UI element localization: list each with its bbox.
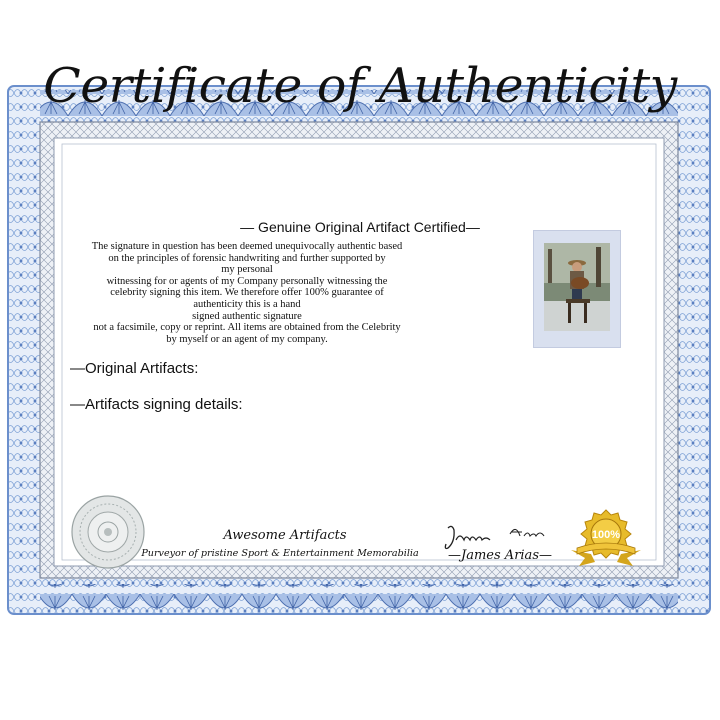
artifact-photo [544,243,610,331]
body-line: The signature in question has been deemed unequivocally authentic based [91,241,403,252]
gold-guarantee-seal-icon [565,508,647,568]
gold-seal-text: 100% [591,529,621,541]
notary-seal-icon [70,494,146,570]
company-tagline: Purveyor of pristine Sport & Entertainment Memorabilia [141,548,419,559]
certificate-body [70,241,424,345]
body-line: witnessing for or agents of my Company personally witnessing the [106,275,388,287]
body-line: authenticity this is a hand [193,298,301,310]
company-name: Awesome Artifacts [223,528,347,543]
original-artifacts-label: —Original Artifacts: [70,360,199,377]
certificate-subtitle: — Genuine Original Artifact Certified— [240,219,480,235]
certificate-title: Certificate of Authenticity [43,58,677,114]
artifact-photo-frame [533,230,621,348]
body-line: my personal [221,264,273,276]
body-line: celebrity signing this item. We therefore offer 100% guarantee of [110,287,384,299]
body-line: not a facsimile, copy or reprint. All items are obtained from the Celebrity [93,322,401,334]
signing-details-label: —Artifacts signing details: [70,396,243,413]
body-line: on the principles of forensic handwriting and further supported by [108,252,386,264]
body-line: signed authentic signature [192,310,302,322]
body-line: by myself or an agent of my company. [166,333,328,345]
signer-name: —James Arias— [448,548,552,563]
